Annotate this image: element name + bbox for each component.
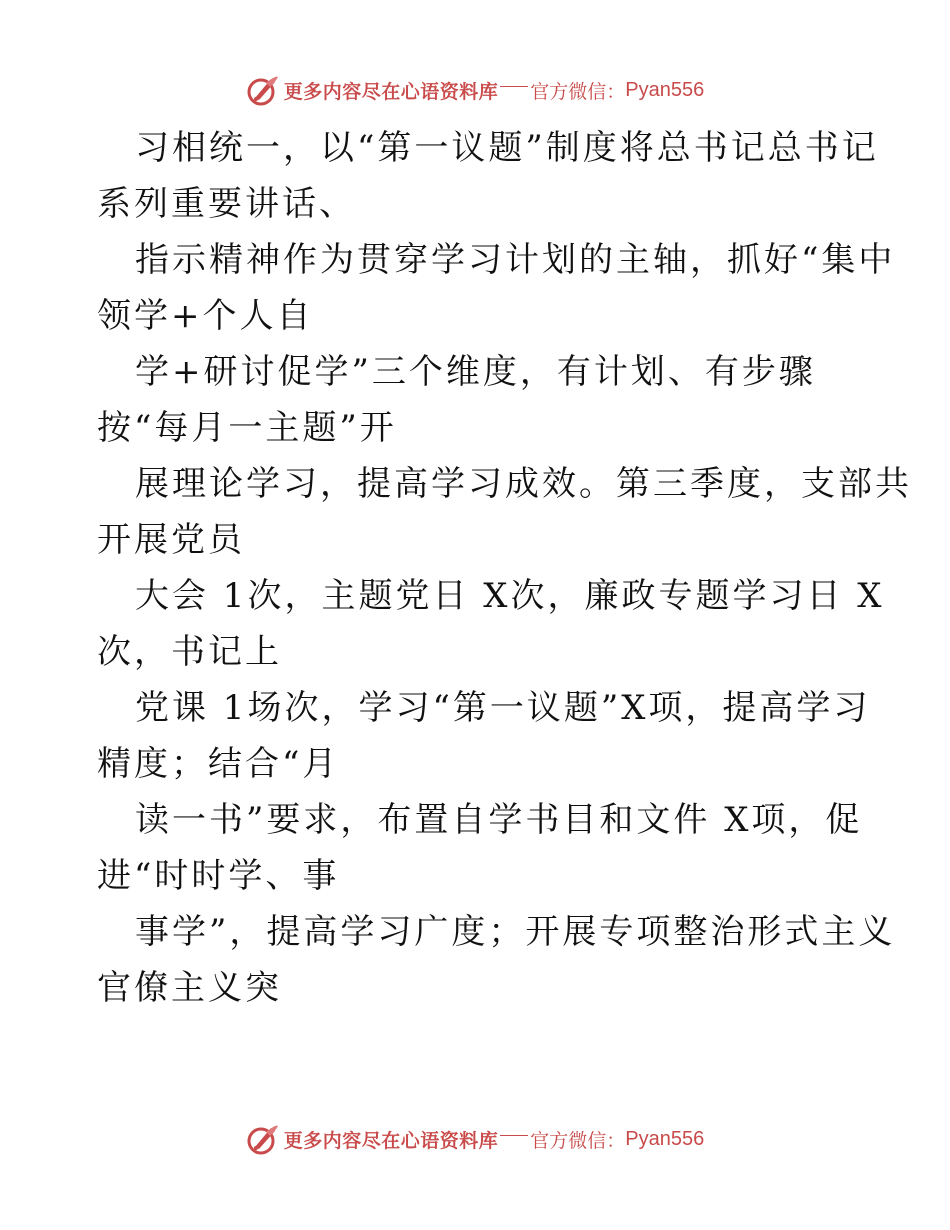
banner-dash — [500, 1135, 528, 1136]
text-line: 习相统一，以“第一议题”制度将总书记总书记 — [135, 128, 879, 168]
banner-text: 更多内容尽在心语资料库 — [283, 1129, 499, 1152]
quill-pen-logo-icon — [246, 1122, 280, 1156]
text-line: 开展党员 — [97, 520, 245, 560]
quill-pen-logo-icon — [246, 73, 280, 107]
text-line: 党课 1场次，学习“第一议题”X项，提高学习 — [135, 688, 871, 728]
text-line: 读一书”要求，布置自学书目和文件 X项，促 — [135, 800, 863, 840]
banner-dash — [500, 86, 528, 87]
text-line: 官僚主义突 — [97, 968, 282, 1008]
text-line: 系列重要讲话、 — [97, 184, 356, 224]
footer-banner — [0, 1117, 950, 1161]
text-line: 指示精神作为贯穿学习计划的主轴，抓好“集中 — [135, 240, 896, 280]
text-line: 次，书记上 — [97, 632, 282, 672]
banner-wechat-id: Pyan556 — [625, 1127, 705, 1150]
text-line: 大会 1次，主题党日 X次，廉政专题学习日 X — [135, 576, 885, 616]
banner-wechat-label: 官方微信： — [530, 80, 626, 103]
text-line: 展理论学习，提高学习成效。第三季度，支部共 — [135, 464, 912, 504]
banner-wechat-id: Pyan556 — [625, 78, 705, 101]
text-line: 进“时时学、事 — [97, 856, 340, 896]
document-body — [97, 120, 912, 1016]
banner-text: 更多内容尽在心语资料库 — [283, 80, 499, 103]
text-line: 按“每月一主题”开 — [97, 408, 397, 448]
header-banner — [0, 68, 950, 112]
text-line: 事学”，提高学习广度；开展专项整治形式主义 — [135, 912, 896, 952]
text-line: 领学+个人自 — [97, 296, 314, 336]
text-line: 精度；结合“月 — [97, 744, 340, 784]
text-line: 学+研讨促学”三个维度，有计划、有步骤 — [135, 352, 816, 392]
banner-wechat-label: 官方微信： — [530, 1129, 626, 1152]
